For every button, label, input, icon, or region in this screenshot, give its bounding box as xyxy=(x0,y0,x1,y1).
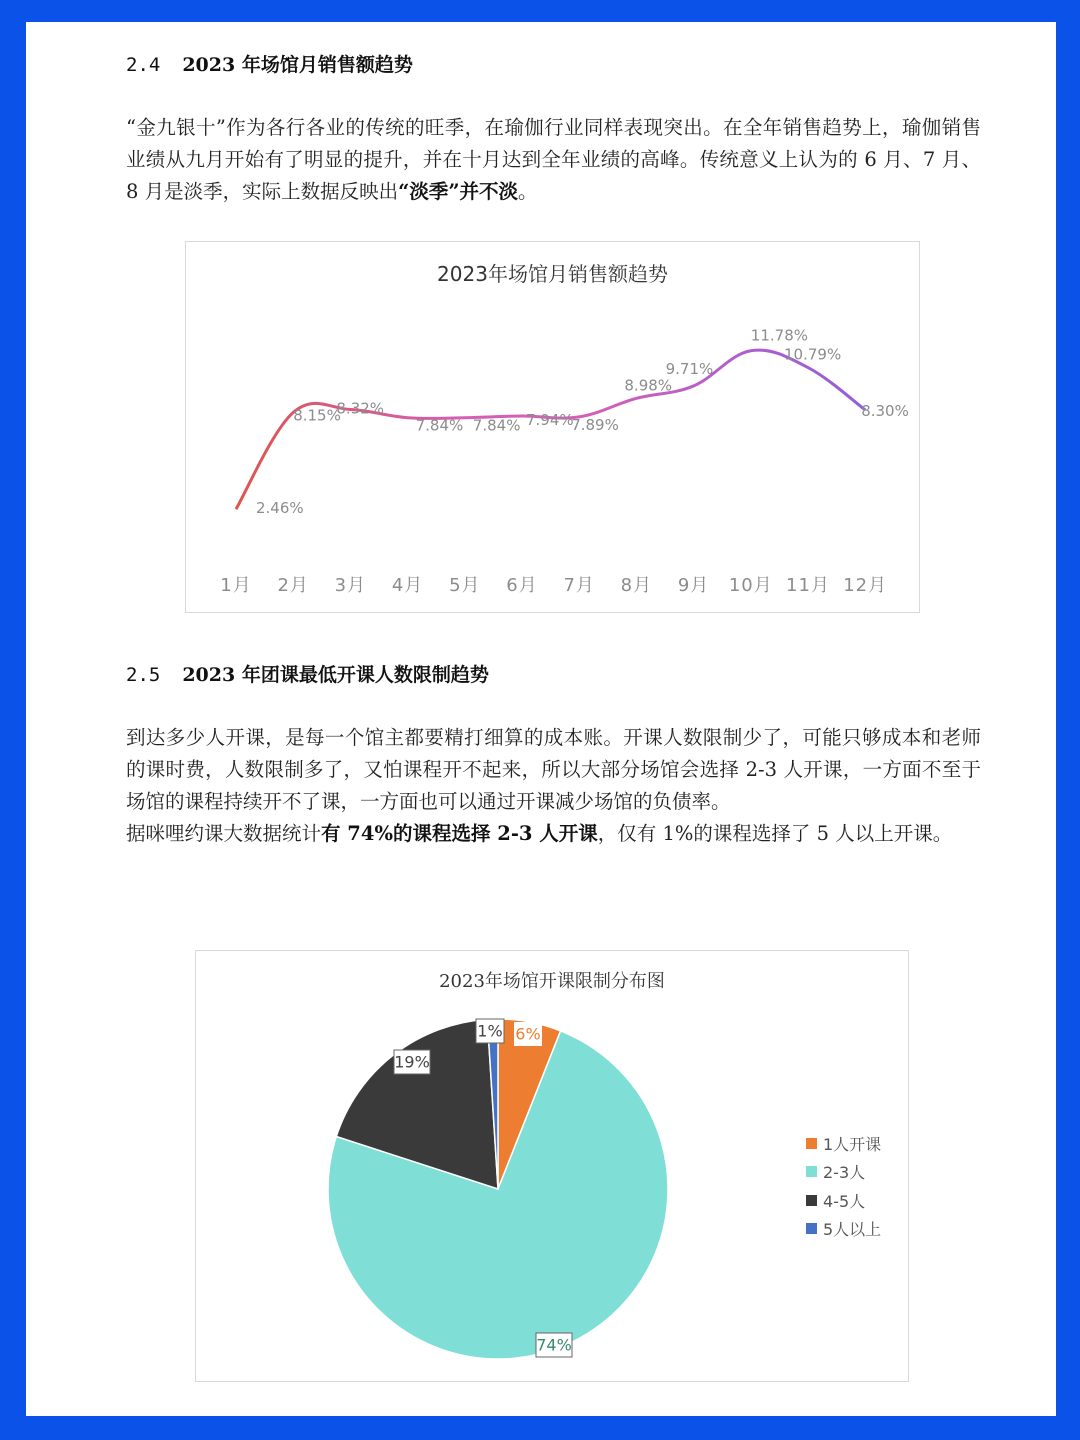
data-label: 7.94% xyxy=(526,411,574,430)
legend-swatch xyxy=(806,1138,817,1149)
x-tick-label: 8月 xyxy=(620,575,653,596)
legend-label: 2-3人 xyxy=(823,1163,866,1183)
data-label: 2.46% xyxy=(256,499,304,518)
paragraph-text: ，仅有 1%的课程选择了 5 人以上开课。 xyxy=(597,822,953,845)
x-tick-label: 9月 xyxy=(677,575,710,596)
data-label: 8.32% xyxy=(336,399,385,418)
legend-label: 4-5人 xyxy=(823,1191,866,1211)
x-tick-label: 4月 xyxy=(391,575,424,596)
x-tick-label: 3月 xyxy=(334,575,367,596)
data-label: 7.84% xyxy=(472,416,521,435)
paragraph-text: “金九银十”作为各行各业的传统的旺季，在瑜伽行业同样表现突出。在全年销售趋势上，瑜伽销售业绩从九月开始有了明显的提升，并在十月达到全年业绩的高峰。传统意义上认为的 6 月、7 月、8 月是淡季，实际上数据反映出 xyxy=(126,116,981,203)
section-number: 2.4 xyxy=(126,54,161,76)
data-label: 8.15% xyxy=(293,406,341,425)
chart-title: 2023年场馆月销售额趋势 xyxy=(437,262,668,286)
x-tick-label: 5月 xyxy=(449,575,481,596)
section-heading xyxy=(126,660,489,687)
data-label: 7.89% xyxy=(571,415,619,434)
legend-swatch xyxy=(806,1166,817,1177)
line-chart-plot xyxy=(186,242,919,612)
data-label: 8.98% xyxy=(624,376,673,395)
x-tick-label: 6月 xyxy=(506,575,538,596)
legend-item xyxy=(806,1158,881,1187)
paragraph-bold: “淡季”并不淡 xyxy=(398,180,519,203)
data-label: 11.78% xyxy=(750,326,809,345)
series-line xyxy=(236,350,865,509)
data-label: 1% xyxy=(477,1021,503,1041)
legend-label: 5人以上 xyxy=(823,1220,882,1240)
paragraph-bold: 有 74%的课程选择 2-3 人开课 xyxy=(321,822,598,845)
section-title: 2023 年场馆月销售额趋势 xyxy=(182,54,413,76)
x-tick-label: 10月 xyxy=(728,575,773,596)
data-label: 6% xyxy=(515,1024,541,1044)
legend-label: 1人开课 xyxy=(823,1134,882,1154)
data-label: 8.30% xyxy=(861,401,909,420)
legend-item xyxy=(806,1186,881,1215)
paragraph-text: 到达多少人开课，是每一个馆主都要精打细算的成本账。开课人数限制少了，可能只够成本和老师的课时费，人数限制多了，又怕课程开不起来，所以大部分场馆会选择 2-3 人开课，一方面不至于场馆的课程持续开不了课，一方面也可以通过开课减少场馆的负债率。 xyxy=(126,726,981,813)
data-label: 9.71% xyxy=(665,359,714,378)
chart-title: 2023年场馆开课限制分布图 xyxy=(439,971,665,992)
x-tick-label: 7月 xyxy=(563,575,595,596)
data-label: 7.84% xyxy=(415,416,464,435)
section-title: 2023 年团课最低开课人数限制趋势 xyxy=(182,664,489,686)
pie-chart xyxy=(195,950,909,1382)
data-label: 10.79% xyxy=(784,345,842,364)
paragraph-text: 据咪哩约课大数据统计 xyxy=(126,822,322,845)
pie-chart-plot xyxy=(196,951,908,1381)
legend-item xyxy=(806,1129,881,1158)
document-page xyxy=(26,22,1056,1416)
data-label: 74% xyxy=(536,1335,572,1355)
paragraph-text: 。 xyxy=(518,180,538,203)
x-tick-label: 12月 xyxy=(843,575,888,596)
chart-legend xyxy=(806,1129,881,1243)
line-chart xyxy=(185,241,920,613)
section-number: 2.5 xyxy=(126,664,161,686)
x-tick-label: 11月 xyxy=(786,575,830,596)
x-tick-label: 2月 xyxy=(277,575,309,596)
paragraph xyxy=(126,722,981,850)
paragraph xyxy=(126,112,981,208)
legend-swatch xyxy=(806,1223,817,1234)
legend-item xyxy=(806,1215,881,1244)
data-label: 19% xyxy=(394,1052,430,1072)
x-tick-label: 1月 xyxy=(220,575,252,596)
legend-swatch xyxy=(806,1195,817,1206)
section-heading xyxy=(126,50,413,77)
